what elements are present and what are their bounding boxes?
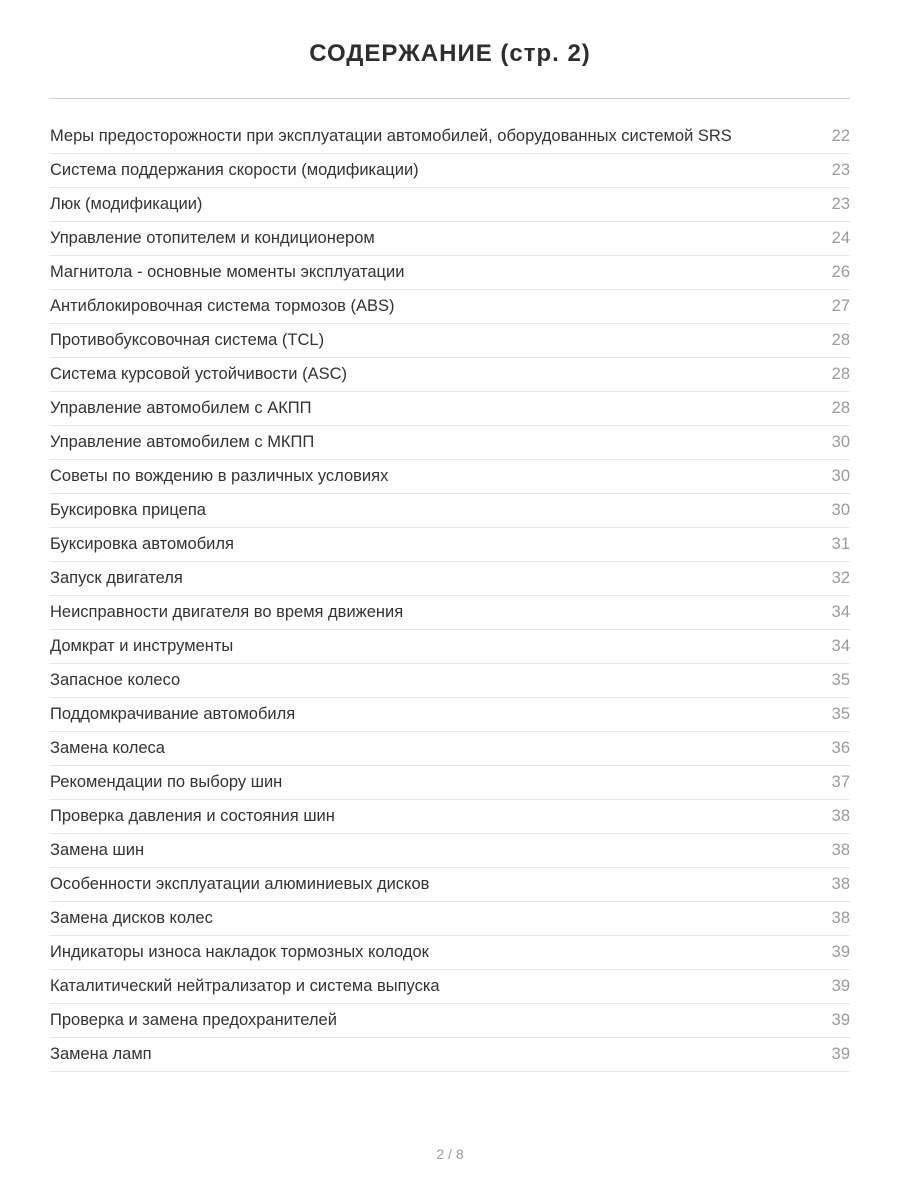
toc-entry-title: Рекомендации по выбору шин bbox=[50, 773, 283, 791]
toc-entry-title: Противобуксовочная система (TCL) bbox=[50, 331, 325, 349]
toc-entry[interactable] bbox=[50, 494, 850, 528]
toc-entry-title: Буксировка автомобиля bbox=[50, 535, 234, 553]
toc-entry-title: Индикаторы износа накладок тормозных колодок bbox=[50, 943, 429, 961]
toc-entry-page: 22 bbox=[831, 127, 850, 145]
toc-entry-page: 35 bbox=[831, 671, 850, 689]
page-title: СОДЕРЖАНИЕ (стр. 2) bbox=[309, 40, 591, 67]
toc-entry-page: 30 bbox=[831, 467, 850, 485]
toc-entry[interactable] bbox=[50, 800, 850, 834]
toc-entry[interactable] bbox=[50, 766, 850, 800]
toc-entry-title: Буксировка прицепа bbox=[50, 501, 206, 519]
toc-entry-title: Замена шин bbox=[50, 841, 145, 859]
toc-entry[interactable] bbox=[50, 902, 850, 936]
toc-entry-page: 38 bbox=[831, 909, 850, 927]
toc-entry[interactable] bbox=[50, 222, 850, 256]
toc-entry[interactable] bbox=[50, 1038, 850, 1072]
toc-entry-page: 35 bbox=[831, 705, 850, 723]
toc-entry[interactable] bbox=[50, 868, 850, 902]
toc-entry-title: Меры предосторожности при эксплуатации автомобилей, оборудованных системой SRS bbox=[50, 127, 732, 145]
toc-entry-title: Запасное колесо bbox=[50, 671, 181, 689]
toc-entry-title: Управление автомобилем с АКПП bbox=[50, 399, 312, 417]
toc-entry[interactable] bbox=[50, 596, 850, 630]
toc-list bbox=[50, 120, 850, 1072]
toc-entry[interactable] bbox=[50, 562, 850, 596]
toc-entry-page: 23 bbox=[831, 195, 850, 213]
toc-entry-page: 26 bbox=[831, 263, 850, 281]
toc-entry[interactable] bbox=[50, 426, 850, 460]
toc-entry-title: Управление отопителем и кондиционером bbox=[50, 229, 375, 247]
toc-entry-page: 39 bbox=[831, 1045, 850, 1063]
toc-entry-page: 38 bbox=[831, 875, 850, 893]
toc-entry-title: Люк (модификации) bbox=[50, 195, 203, 213]
toc-entry[interactable] bbox=[50, 290, 850, 324]
toc-entry-page: 27 bbox=[831, 297, 850, 315]
toc-entry-page: 34 bbox=[831, 603, 850, 621]
toc-entry[interactable] bbox=[50, 154, 850, 188]
toc-entry-title: Проверка и замена предохранителей bbox=[50, 1011, 337, 1029]
toc-entry[interactable] bbox=[50, 324, 850, 358]
toc-entry-title: Каталитический нейтрализатор и система выпуска bbox=[50, 977, 440, 995]
toc-entry-title: Управление автомобилем с МКПП bbox=[50, 433, 315, 451]
toc-entry-page: 38 bbox=[831, 807, 850, 825]
toc-entry[interactable] bbox=[50, 970, 850, 1004]
toc-entry-title: Замена ламп bbox=[50, 1045, 152, 1063]
toc-entry-page: 39 bbox=[831, 943, 850, 961]
toc-entry[interactable] bbox=[50, 188, 850, 222]
toc-entry-page: 30 bbox=[831, 501, 850, 519]
toc-entry[interactable] bbox=[50, 120, 850, 154]
toc-entry-title: Домкрат и инструменты bbox=[50, 637, 234, 655]
toc-entry-page: 39 bbox=[831, 977, 850, 995]
toc-entry-page: 34 bbox=[831, 637, 850, 655]
toc-entry-page: 32 bbox=[831, 569, 850, 587]
toc-entry[interactable] bbox=[50, 834, 850, 868]
toc-entry[interactable] bbox=[50, 460, 850, 494]
toc-entry-title: Замена колеса bbox=[50, 739, 165, 757]
toc-entry-page: 23 bbox=[831, 161, 850, 179]
toc-entry-title: Неисправности двигателя во время движения bbox=[50, 603, 404, 621]
toc-entry-page: 30 bbox=[831, 433, 850, 451]
toc-entry-page: 38 bbox=[831, 841, 850, 859]
toc-entry-page: 37 bbox=[831, 773, 850, 791]
toc-entry[interactable] bbox=[50, 698, 850, 732]
toc-entry[interactable] bbox=[50, 256, 850, 290]
toc-entry-page: 24 bbox=[831, 229, 850, 247]
toc-entry-title: Магнитола - основные моменты эксплуатации bbox=[50, 263, 405, 281]
toc-entry-title: Проверка давления и состояния шин bbox=[50, 807, 335, 825]
page-indicator: 2 / 8 bbox=[436, 1146, 464, 1162]
toc-entry-page: 39 bbox=[831, 1011, 850, 1029]
toc-entry[interactable] bbox=[50, 936, 850, 970]
toc-entry-title: Запуск двигателя bbox=[50, 569, 183, 587]
toc-entry-title: Система курсовой устойчивости (ASC) bbox=[50, 365, 348, 383]
toc-entry-title: Особенности эксплуатации алюминиевых дисков bbox=[50, 875, 430, 893]
toc-entry-title: Замена дисков колес bbox=[50, 909, 213, 927]
toc-entry-page: 28 bbox=[831, 399, 850, 417]
toc-entry-title: Советы по вождению в различных условиях bbox=[50, 467, 389, 485]
toc-entry[interactable] bbox=[50, 392, 850, 426]
toc-entry[interactable] bbox=[50, 732, 850, 766]
toc-entry[interactable] bbox=[50, 630, 850, 664]
toc-entry[interactable] bbox=[50, 664, 850, 698]
toc-entry[interactable] bbox=[50, 528, 850, 562]
toc-entry-title: Антиблокировочная система тормозов (ABS) bbox=[50, 297, 395, 315]
toc-entry[interactable] bbox=[50, 1004, 850, 1038]
toc-entry-page: 28 bbox=[831, 365, 850, 383]
toc-entry-page: 28 bbox=[831, 331, 850, 349]
toc-entry[interactable] bbox=[50, 358, 850, 392]
toc-entry-page: 31 bbox=[831, 535, 850, 553]
toc-entry-page: 36 bbox=[831, 739, 850, 757]
title-divider bbox=[50, 98, 850, 99]
toc-entry-title: Система поддержания скорости (модификации) bbox=[50, 161, 419, 179]
toc-entry-title: Поддомкрачивание автомобиля bbox=[50, 705, 296, 723]
